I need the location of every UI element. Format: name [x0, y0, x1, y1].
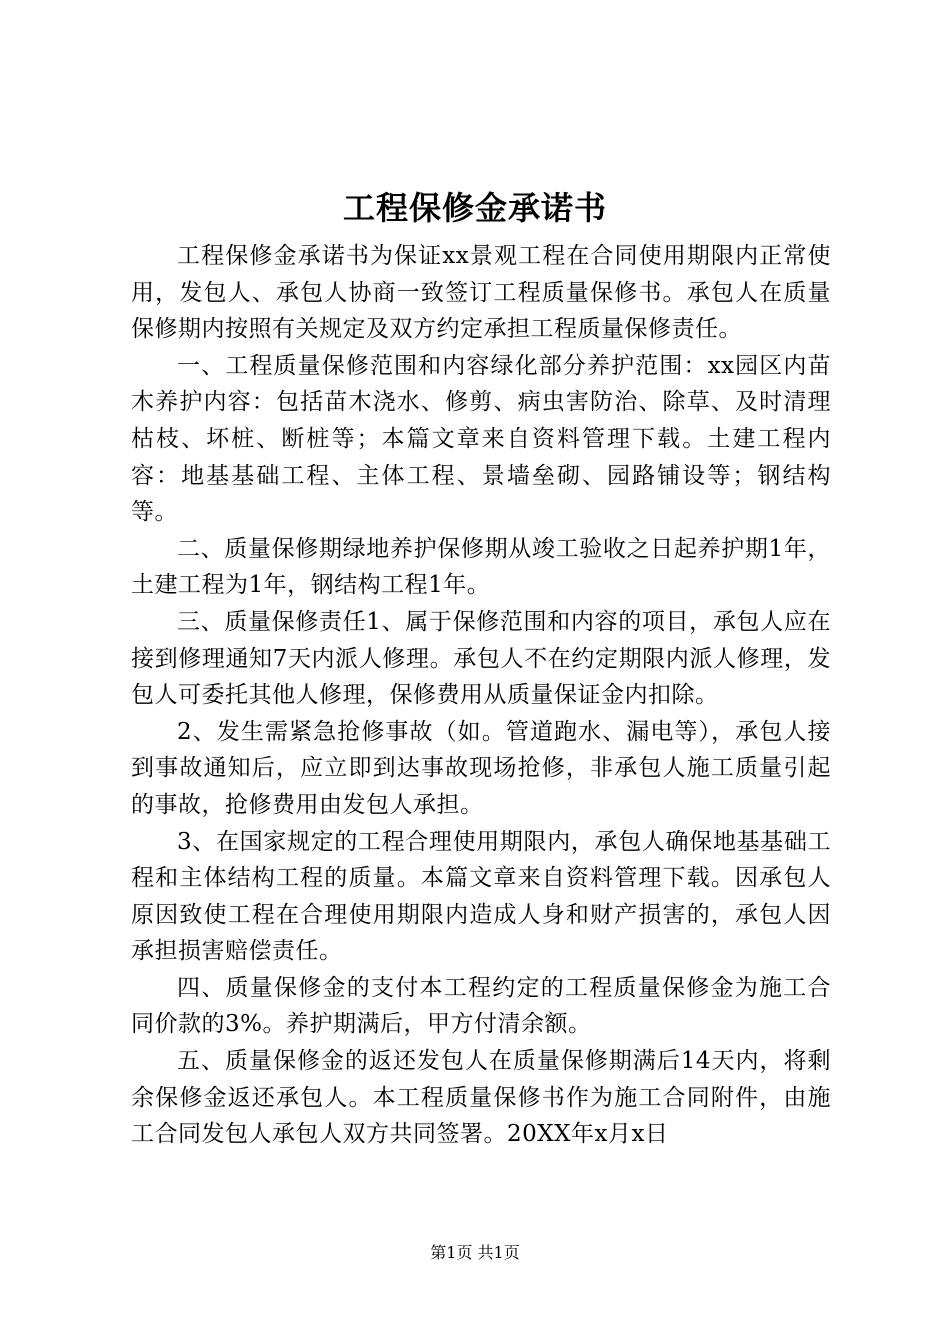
document-title: 工程保修金承诺书 — [342, 189, 607, 227]
paragraph-structure-quality: 3、在国家规定的工程合理使用期限内，承包人确保地基基础工程和主体结构工程的质量。本篇文章来自资料管理下载。因承包人原因致使工程在合理使用期限内造成人身和财产损害的，承包人因承担损害赔偿责任。 — [131, 828, 831, 965]
document-body — [131, 238, 831, 1153]
paragraph-period: 二、质量保修期绿地养护保修期从竣工验收之日起养护期1年，土建工程为1年，钢结构工程1年。 — [131, 535, 831, 599]
paragraph-intro: 工程保修金承诺书为保证xx景观工程在合同使用期限内正常使用，发包人、承包人协商一致签订工程质量保修书。承包人在质量保修期内按照有关规定及双方约定承担工程质量保修责任。 — [131, 243, 831, 343]
paragraph-payment: 四、质量保修金的支付本工程约定的工程质量保修金为施工合同价款的3%。养护期满后，甲方付清余额。 — [131, 974, 831, 1038]
page-footer: 第1页 共1页 — [430, 1243, 520, 1262]
paragraph-responsibility: 三、质量保修责任1、属于保修范围和内容的项目，承包人应在接到修理通知7天内派人修理。承包人不在约定期限内派人修理，发包人可委托其他人修理，保修费用从质量保证金内扣除。 — [131, 608, 831, 709]
paragraph-emergency: 2、发生需紧急抢修事故（如。管道跑水、漏电等），承包人接到事故通知后，应立即到达事故现场抢修，非承包人施工质量引起的事故，抢修费用由发包人承担。 — [131, 718, 831, 818]
paragraph-return: 五、质量保修金的返还发包人在质量保修期满后14天内，将剩余保修金返还承包人。本工程质量保修书作为施工合同附件，由施工合同发包人承包人双方共同签署。20XX年x月x日 — [131, 1048, 831, 1148]
paragraph-scope: 一、工程质量保修范围和内容绿化部分养护范围：xx园区内苗木养护内容：包括苗木浇水、修剪、病虫害防治、除草、及时清理枯枝、坏桩、断桩等；本篇文章来自资料管理下载。土建工程内容：地基基础工程、主体工程、景墙垒砌、园路铺设等；钢结构等。 — [131, 352, 831, 526]
